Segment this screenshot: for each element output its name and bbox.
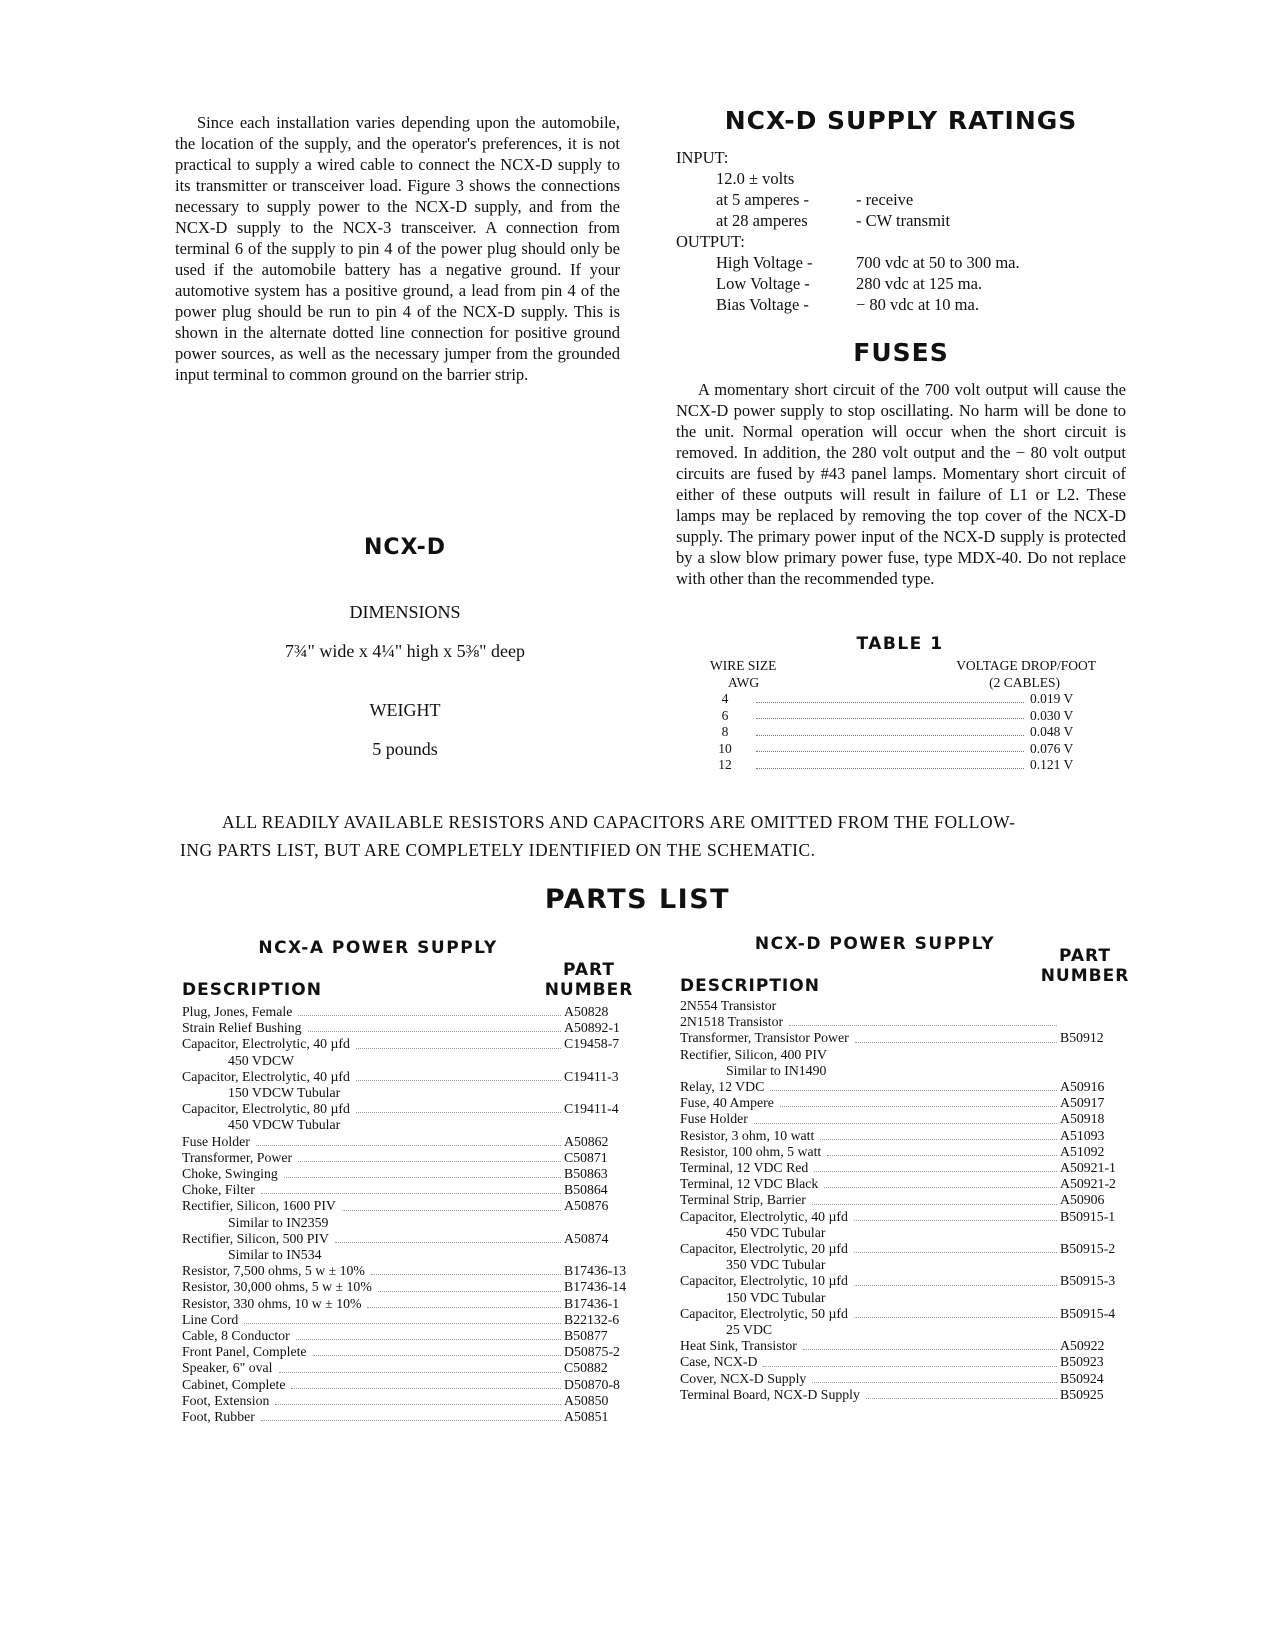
part-description: Rectifier, Silicon, 400 PIV [680,1046,827,1062]
rating-line [676,273,1126,294]
part-row [182,1198,634,1214]
part-row [182,1409,634,1425]
part-description: Terminal, 12 VDC Black [680,1176,819,1192]
ncxd-column-headers [680,946,1130,996]
dimensions-value: 7¾" wide x 4¼" high x 5⅜" deep [284,641,525,661]
part-description: Front Panel, Complete [182,1344,307,1360]
ncxd-parts-title: NCX-D POWER SUPPLY [754,934,996,954]
fuses-section [676,338,1126,589]
part-description-detail: Similar to IN2359 [228,1214,329,1230]
part-row [680,1128,1130,1144]
wire-size-header: WIRE SIZE [710,658,777,673]
table-1-row [700,691,1100,708]
part-number: A50922 [1060,1338,1105,1354]
part-row [680,1192,1130,1208]
part-row [680,1079,1130,1095]
part-description-detail: 450 VDC Tubular [726,1224,826,1240]
part-description: Capacitor, Electrolytic, 20 µfd [680,1241,848,1257]
rating-label: Bias Voltage - [716,295,809,314]
leader-dots [756,741,1024,753]
leader-dots [827,1155,1057,1156]
rating-value: - CW transmit [856,211,951,230]
part-description: Rectifier, Silicon, 1600 PIV [182,1198,336,1214]
part-number: B50863 [564,1166,608,1182]
part-number: A51092 [1060,1143,1105,1159]
leader-dots [308,1031,561,1032]
ncxd-parts-list [680,998,1130,1403]
part-description: Heat Sink, Transistor [680,1338,797,1354]
leader-dots [291,1388,561,1389]
part-description: Resistor, 330 ohms, 10 w ± 10% [182,1295,362,1311]
part-description: Terminal Strip, Barrier [680,1192,806,1208]
table-1-row [700,757,1100,774]
part-row [680,1387,1130,1403]
rating-line [676,294,1126,315]
part-description: Foot, Extension [182,1392,270,1408]
part-row [182,1182,634,1198]
part-row [182,1263,634,1279]
part-description: Cable, 8 Conductor [182,1328,290,1344]
part-number: B50915-2 [1060,1241,1116,1257]
part-number: B22132-6 [564,1311,620,1327]
ncxa-title: NCX-A POWER SUPPLY [258,938,498,958]
part-row [680,1095,1130,1111]
part-description: Foot, Rubber [182,1409,255,1425]
part-description: Transformer, Power [182,1149,293,1165]
part-row [182,1101,634,1117]
part-number: B50912 [1060,1030,1104,1046]
part-row [680,1371,1130,1387]
leader-dots [763,1366,1057,1367]
omitted-parts-notice [180,808,1135,864]
table-1-header-row-1 [700,658,1100,675]
part-row [680,1273,1130,1289]
part-number: D50870-8 [564,1376,620,1392]
leader-dots [356,1048,561,1049]
leader-dots [789,1025,1057,1026]
part-description: Line Cord [182,1311,239,1327]
leader-dots [824,1187,1057,1188]
leader-dots [756,691,1024,703]
part-number: B17436-1 [564,1295,620,1311]
part-row [182,1377,634,1393]
awg-cell: 6 [721,707,729,723]
part-number: C50871 [564,1149,608,1165]
part-number: B17436-13 [564,1263,627,1279]
part-row [680,1354,1130,1370]
leader-dots [342,1210,561,1211]
part-description: Capacitor, Electrolytic, 40 µfd [182,1036,350,1052]
part-number: A50850 [564,1392,609,1408]
part-description: Fuse, 40 Ampere [680,1095,774,1111]
part-description: Capacitor, Electrolytic, 50 µfd [680,1305,848,1321]
part-number: B50864 [564,1182,608,1198]
leader-dots [770,1090,1057,1091]
part-description: Transformer, Transistor Power [680,1030,849,1046]
leader-dots [356,1112,561,1113]
part-description: Resistor, 3 ohm, 10 watt [680,1127,815,1143]
part-number: B50915-3 [1060,1273,1116,1289]
part-row [182,1344,634,1360]
rating-value: 280 vdc at 125 ma. [856,274,983,293]
part-number: B50924 [1060,1370,1104,1386]
part-number: A50921-2 [1060,1176,1116,1192]
part-number: B17436-14 [564,1279,627,1295]
voltage-drop-cell: 0.121 V [1030,757,1074,772]
notice-line-2: ING PARTS LIST, BUT ARE COMPLETELY IDENTIFIED ON THE SCHEMATIC. [180,840,816,860]
leader-dots [256,1145,561,1146]
leader-dots [279,1372,561,1373]
output-label: OUTPUT: [676,232,745,251]
part-number: A50918 [1060,1111,1105,1127]
part-description: Terminal, 12 VDC Red [680,1160,809,1176]
part-description-detail: Similar to IN1490 [726,1062,827,1078]
supply-ratings-section [676,106,1126,315]
part-number: A51093 [1060,1127,1105,1143]
ncxd-title: NCX-D [363,535,447,560]
leader-dots [371,1274,561,1275]
leader-dots [756,724,1024,736]
part-row [182,1036,634,1052]
rating-label: High Voltage - [716,253,813,272]
part-number: A50874 [564,1230,609,1246]
ratings-list [676,147,1126,315]
leader-dots [756,708,1024,720]
voltage-drop-cell: 0.048 V [1030,724,1074,739]
part-description: Terminal Board, NCX-D Supply [680,1386,860,1402]
leader-dots [820,1139,1057,1140]
part-description: Strain Relief Bushing [182,1020,302,1036]
part-row [182,1150,634,1166]
weight-label: WEIGHT [369,700,441,720]
part-description: Fuse Holder [182,1133,250,1149]
ncxd-description-header: DESCRIPTION [680,976,820,996]
voltage-drop-cell: 0.076 V [1030,740,1074,756]
part-number: A50916 [1060,1079,1105,1095]
part-number: A50862 [564,1133,609,1149]
part-row [680,1306,1130,1322]
part-description-detail: 350 VDC Tubular [726,1257,826,1273]
part-row [680,1176,1130,1192]
voltage-drop-cell: 0.030 V [1030,707,1074,723]
voltage-drop-cell: 0.019 V [1030,691,1074,706]
part-number: B50925 [1060,1386,1104,1402]
part-row [680,998,1130,1014]
leader-dots [313,1355,561,1356]
part-description: Cover, NCX-D Supply [680,1370,807,1386]
leader-dots [854,1252,1057,1253]
leader-dots [378,1291,561,1292]
part-description: Plug, Jones, Female [182,1004,293,1019]
ncxa-description-header: DESCRIPTION [182,980,322,1000]
notice-line-1: ALL READILY AVAILABLE RESISTORS AND CAPACITORS ARE OMITTED FROM THE FOLLOW- [222,812,1016,832]
table-1-row [700,708,1100,725]
part-description-detail: 450 VDCW [228,1052,295,1068]
part-row [182,1166,634,1182]
leader-dots [756,757,1024,769]
part-number: A50906 [1060,1192,1105,1208]
leader-dots [812,1382,1057,1383]
ncxa-parts-list [182,1004,634,1425]
leader-dots [854,1220,1057,1221]
part-row [680,1338,1130,1354]
fuses-title: FUSES [853,338,949,367]
leader-dots [854,1317,1057,1318]
rating-value: − 80 vdc at 10 ma. [856,295,979,314]
part-description: 2N1518 Transistor [680,1014,784,1030]
rating-label: 12.0 ± volts [716,169,795,188]
leader-dots [298,1015,561,1016]
leader-dots [780,1106,1057,1107]
part-description: Capacitor, Electrolytic, 40 µfd [680,1208,848,1224]
ncxa-part-number-header: PART NUMBER [544,960,634,1000]
leader-dots [754,1123,1057,1124]
rating-line [676,168,1126,189]
leader-dots [261,1420,561,1421]
ncxd-part-number-header: PART NUMBER [1040,946,1130,986]
rating-line [676,189,1126,210]
part-row [182,1393,634,1409]
leader-dots [866,1398,1057,1399]
part-number: A50828 [564,1004,609,1019]
awg-cell: 12 [718,757,732,772]
part-description: Choke, Swinging [182,1166,278,1182]
cables-header: (2 CABLES) [989,674,1060,690]
part-description: Choke, Filter [182,1182,255,1198]
part-description: Case, NCX-D [680,1354,758,1370]
ncxa-parts-column [182,938,634,1425]
leader-dots [244,1323,561,1324]
part-description: Capacitor, Electrolytic, 10 µfd [680,1273,848,1289]
part-row [182,1134,634,1150]
table-1-header-row-2 [700,675,1100,692]
intro-paragraph: Since each installation varies depending upon the automobile, the location of the supply, and the operator's preferences, it is not practical to supply a wired cable to connect the NCX-D supply to its transmitter or transceiver load. Figure 3 shows the connections necessary to supply power to the NCX-D supply, and from the NCX-D supply to the NCX-3 transceiver. A connection from terminal 6 of the supply to pin 4 of the power plug should only be used if the automobile battery has a negative ground. If your automotive system has a positive ground, a lead from pin 4 of the power plug should be run to pin 4 of the NCX-D supply. This is shown in the alternate dotted line connection for positive ground power sources, as well as the necessary jumper from the grounded input terminal to common ground on the barrier strip. [175,113,620,384]
part-description-detail: 150 VDC Tubular [726,1289,826,1305]
part-description: Rectifier, Silicon, 500 PIV [182,1230,329,1246]
voltage-drop-header: VOLTAGE DROP/FOOT [956,658,1096,673]
leader-dots [261,1193,561,1194]
part-number: B50915-4 [1060,1305,1116,1321]
part-description: Cabinet, Complete [182,1376,286,1392]
part-row [182,1231,634,1247]
supply-ratings-title: NCX-D SUPPLY RATINGS [724,106,1078,135]
leader-dots [812,1204,1057,1205]
table-1-body [700,658,1100,774]
awg-cell: 10 [718,740,732,756]
part-number: A50851 [564,1409,609,1425]
awg-cell: 4 [721,691,729,706]
awg-cell: 8 [721,724,729,739]
part-description-detail: 150 VDCW Tubular [228,1085,341,1101]
table-1-row [700,741,1100,758]
rating-value: 700 vdc at 50 to 300 ma. [856,253,1020,272]
rating-label: at 28 amperes [716,211,808,230]
part-number: C50882 [564,1360,608,1376]
part-description: Fuse Holder [680,1111,748,1127]
part-description: Relay, 12 VDC [680,1079,765,1095]
dimensions-label: DIMENSIONS [349,602,461,622]
leader-dots [356,1080,561,1081]
rating-line [676,210,1126,231]
input-label: INPUT: [676,148,729,167]
leader-dots [367,1307,561,1308]
part-description: Capacitor, Electrolytic, 40 µfd [182,1068,350,1084]
ncxd-parts-column [680,934,1130,1403]
part-number: C19411-3 [564,1068,619,1084]
leader-dots [814,1171,1057,1172]
part-description: Speaker, 6" oval [182,1360,273,1376]
parts-list-title: PARTS LIST [544,884,731,915]
part-number: C19411-4 [564,1101,619,1117]
part-description: Resistor, 30,000 ohms, 5 w ± 10% [182,1279,372,1295]
part-row [182,1069,634,1085]
table-1 [700,634,1100,774]
part-row [680,1111,1130,1127]
part-number: A50892-1 [564,1020,620,1036]
part-row [182,1004,634,1020]
part-description-detail: 25 VDC [726,1322,773,1338]
leader-dots [296,1339,561,1340]
part-number: A50876 [564,1198,609,1214]
part-number: B50915-1 [1060,1208,1116,1224]
part-row [680,1209,1130,1225]
part-row [680,1047,1130,1063]
ncxd-specs-block [210,535,600,760]
part-row [182,1328,634,1344]
part-row [182,1279,634,1295]
leader-dots [335,1242,561,1243]
table-1-row [700,724,1100,741]
part-description-detail: 450 VDCW Tubular [228,1117,341,1133]
part-row [680,1014,1130,1030]
part-row [182,1312,634,1328]
part-row [182,1360,634,1376]
part-description-detail: Similar to IN534 [228,1247,322,1263]
awg-header: AWG [728,674,760,690]
part-number: C19458-7 [564,1036,620,1052]
part-row [182,1296,634,1312]
weight-value: 5 pounds [372,739,438,759]
part-row [680,1030,1130,1046]
rating-label: Low Voltage - [716,274,810,293]
leader-dots [298,1161,561,1162]
part-description: Capacitor, Electrolytic, 80 µfd [182,1101,350,1117]
leader-dots [284,1177,561,1178]
rating-value: - receive [856,190,914,209]
part-number: D50875-2 [564,1344,620,1360]
ncxa-column-headers [182,960,634,1000]
leader-dots [275,1404,561,1405]
leader-dots [803,1349,1057,1350]
fuses-paragraph: A momentary short circuit of the 700 volt output will cause the NCX-D power supply to stop oscillating. No harm will be done to the unit. Normal operation will occur when the short circuit is removed. In addition, the 280 volt output and the − 80 volt output circuits are fused by #43 panel lamps. Momentary short circuit of either of these outputs will result in failure of L1 or L2. These lamps may be replaced by removing the top cover of the NCX-D supply. The primary power input of the NCX-D supply is protected by a slow blow primary power fuse, type MDX-40. Do not replace with other than the recommended type. [676,380,1126,588]
rating-label: at 5 amperes - [716,190,809,209]
part-description: 2N554 Transistor [680,998,777,1013]
table-1-title: TABLE 1 [856,634,944,654]
part-row [182,1020,634,1036]
leader-dots [855,1042,1057,1043]
part-number: A50917 [1060,1095,1105,1111]
part-row [680,1160,1130,1176]
part-description: Resistor, 7,500 ohms, 5 w ± 10% [182,1263,365,1279]
part-row [680,1144,1130,1160]
part-number: A50921-1 [1060,1160,1116,1176]
part-number: B50923 [1060,1354,1104,1370]
part-number: B50877 [564,1328,608,1344]
leader-dots [854,1285,1057,1286]
part-row [680,1241,1130,1257]
rating-line [676,252,1126,273]
part-description: Resistor, 100 ohm, 5 watt [680,1143,822,1159]
